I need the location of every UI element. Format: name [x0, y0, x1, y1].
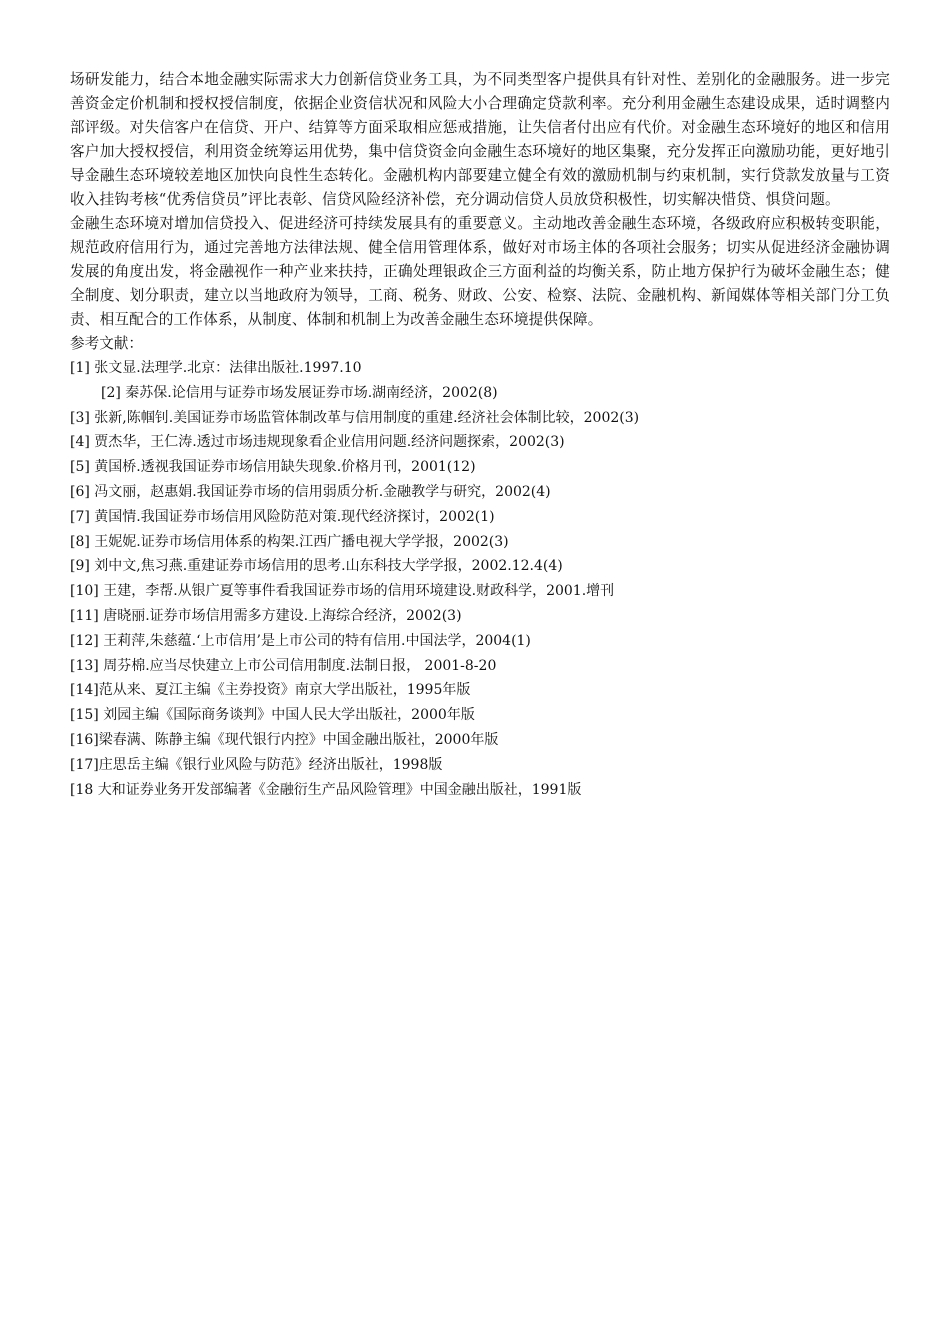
reference-item: [4] 贾杰华，王仁涛.透过市场违规现象看企业信用问题.经济问题探索，2002(3) [70, 434, 565, 451]
reference-item: [11] 唐晓丽.证券市场信用需多方建设.上海综合经济，2002(3) [70, 607, 462, 624]
document-page [70, 68, 890, 802]
references-title: 参考文献： [70, 335, 143, 352]
reference-item: [8] 王妮妮.证券市场信用体系的构架.江西广播电视大学学报，2002(3) [70, 533, 509, 550]
reference-item: [12] 王莉萍,朱慈蕴.‘上市信用’是上市公司的特有信用.中国法学，2004(1) [70, 632, 531, 649]
reference-item: [14]范从来、夏江主编《主券投资》南京大学出版社，1995年版 [70, 682, 471, 699]
reference-item: [18 大和证券业务开发部编著《金融衍生产品风险管理》中国金融出版社，1991版 [70, 781, 582, 798]
reference-item: [16]梁春满、陈静主编《现代银行内控》中国金融出版社，2000年版 [70, 731, 499, 748]
reference-item: [17]庄思岳主编《银行业风险与防范》经济出版社，1998版 [70, 756, 443, 773]
reference-item: [10] 王建，李帮.从银广夏等事件看我国证券市场的信用环境建设.财政科学，2001.增刊 [70, 583, 615, 600]
references-list [70, 356, 890, 802]
reference-item: [2] 秦苏保.论信用与证券市场发展证券市场.湖南经济，2002(8) [101, 384, 498, 401]
paragraph-2: 金融生态环境对增加信贷投入、促进经济可持续发展具有的重要意义。主动地改善金融生态环境，各级政府应积极转变职能，规范政府信用行为，通过完善地方法律法规、健全信用管理体系，做好对市场主体的各项社会服务；切实从促进经济金融协调发展的角度出发，将金融视作一种产业来扶持，正确处理银政企三方面利益的均衡关系，防止地方保护行为破坏金融生态；健全制度、划分职责，建立以当地政府为领导，工商、税务、财政、公安、检察、法院、金融机构、新闻媒体等相关部门分工负责、相互配合的工作体系，从制度、体制和机制上为改善金融生态环境提供保障。 [70, 215, 890, 328]
body-text [70, 68, 890, 332]
reference-item: [15] 刘园主编《国际商务谈判》中国人民大学出版社，2000年版 [70, 707, 475, 724]
reference-item: [13] 周芬棉.应当尽快建立上市公司信用制度.法制日报， 2001-8-20 [70, 657, 497, 674]
reference-item: [9] 刘中文,焦习燕.重建证券市场信用的思考.山东科技大学学报，2002.12.4(4) [70, 558, 563, 575]
reference-item: [3] 张新,陈帼钊.美国证券市场监管体制改革与信用制度的重建.经济社会体制比较，2002(3) [70, 409, 640, 426]
reference-item: [6] 冯文丽，赵惠娟.我国证券市场的信用弱质分析.金融教学与研究，2002(4) [70, 483, 551, 500]
reference-item: [1] 张文显.法理学.北京：法律出版社.1997.10 [70, 360, 362, 376]
paragraph-1: 场研发能力，结合本地金融实际需求大力创新信贷业务工具，为不同类型客户提供具有针对性、差别化的金融服务。进一步完善资金定价机制和授权授信制度，依据企业资信状况和风险大小合理确定贷款利率。充分利用金融生态建设成果，适时调整内部评级。对失信客户在信贷、开户、结算等方面采取相应惩戒措施，让失信者付出应有代价。对金融生态环境好的地区和信用客户加大授权授信，利用资金统筹运用优势，集中信贷资金向金融生态环境好的地区集聚，充分发挥正向激励功能，更好地引导金融生态环境较差地区加快向良性生态转化。金融机构内部要建立健全有效的激励机制与约束机制，实行贷款发放量与工资收入挂钩考核“优秀信贷员”评比表彰、信贷风险经济补偿，充分调动信贷人员放贷积极性，切实解决惜贷、惧贷问题。 [70, 71, 890, 208]
reference-item: [5] 黄国桥.透视我国证券市场信用缺失现象.价格月刊，2001(12) [70, 459, 476, 476]
reference-item: [7] 黄国情.我国证券市场信用风险防范对策.现代经济探讨，2002(1) [70, 508, 495, 525]
